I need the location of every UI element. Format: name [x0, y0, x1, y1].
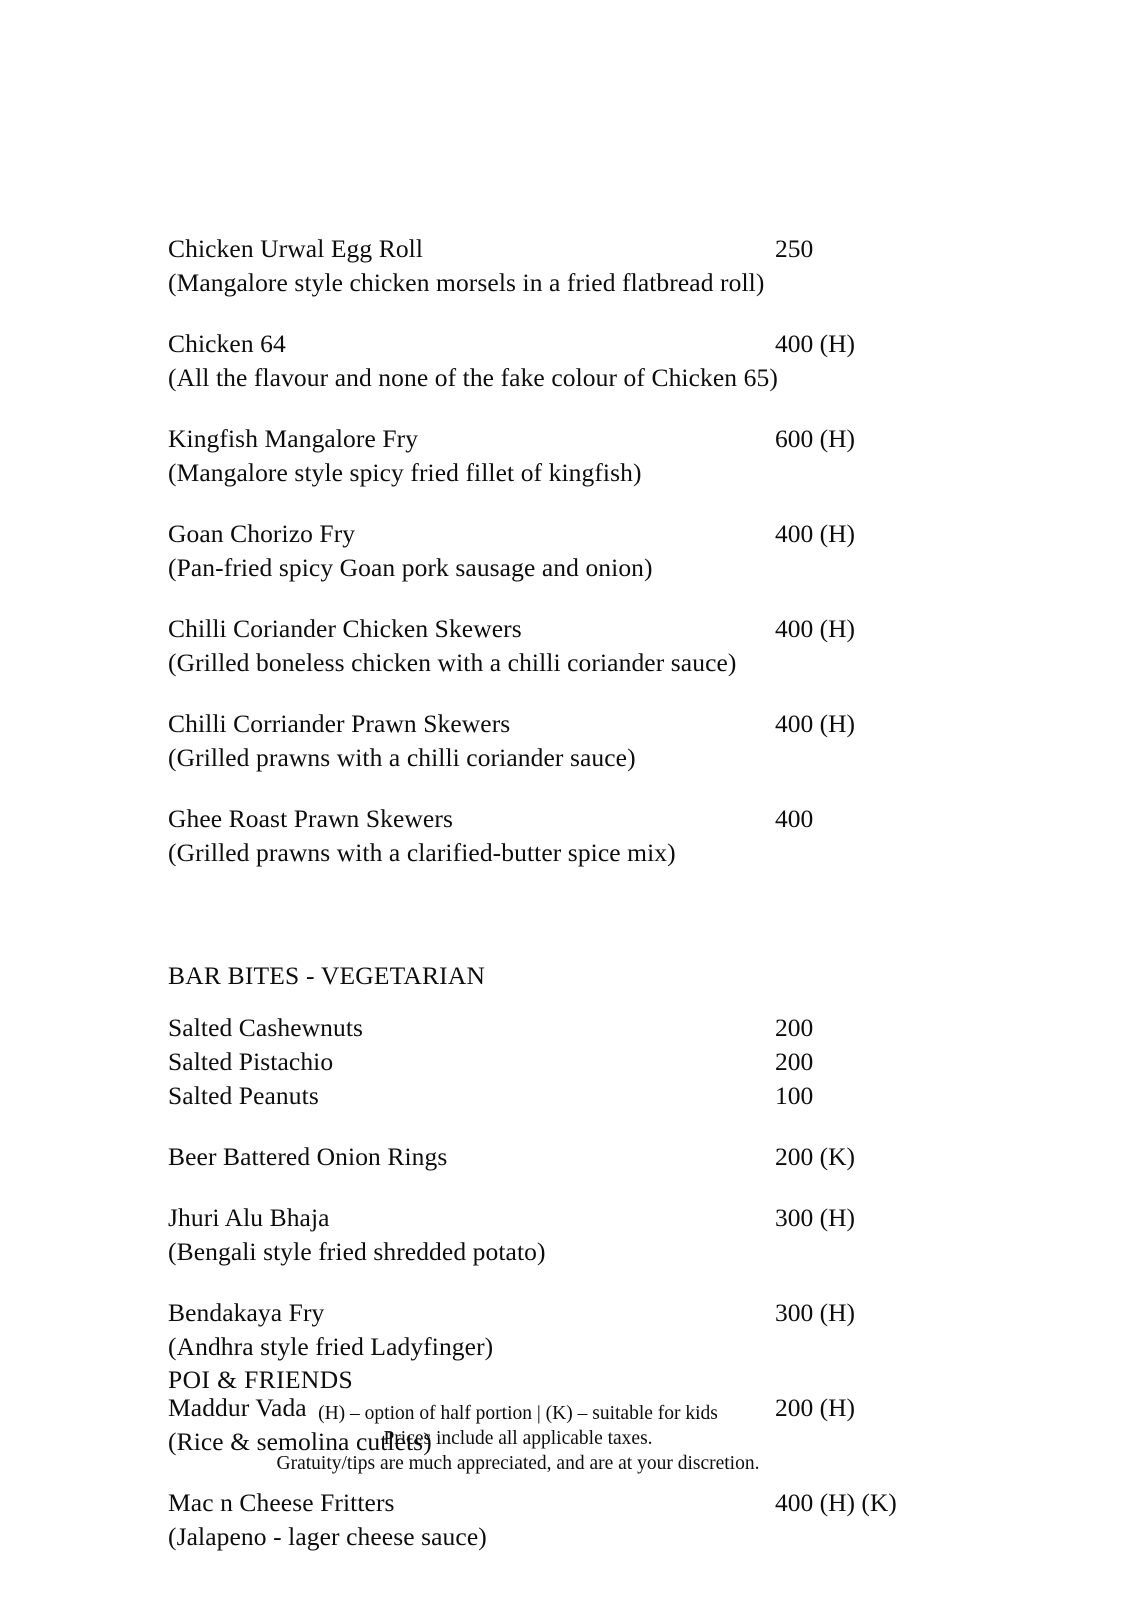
item-price: 200 (H)	[775, 1393, 856, 1422]
item-name: Maddur Vada	[168, 1393, 307, 1422]
legend-block	[168, 1401, 988, 1476]
item-description: (Grilled boneless chicken with a chilli coriander sauce)	[168, 648, 737, 677]
legend-line-gratuity: Gratuity/tips are much appreciated, and are at your discretion.	[276, 1453, 760, 1474]
item-price: 400 (H)	[775, 519, 856, 548]
item-name: Salted Pistachio	[168, 1047, 334, 1076]
legend-line-symbols: (H) – option of half portion | (K) – suitable for kids	[318, 1403, 718, 1424]
menu-section-top	[168, 232, 968, 870]
item-name: Kingfish Mangalore Fry	[168, 424, 419, 453]
item-description: (Pan-fried spicy Goan pork sausage and onion)	[168, 553, 653, 582]
menu-item	[168, 1045, 968, 1079]
item-description: (Bengali style fried shredded potato)	[168, 1237, 546, 1266]
item-price: 200 (K)	[775, 1142, 856, 1171]
item-description: (Mangalore style chicken morsels in a fried flatbread roll)	[168, 268, 765, 297]
menu-item	[168, 232, 968, 300]
item-name: Bendakaya Fry	[168, 1298, 325, 1327]
menu-item	[168, 1296, 968, 1364]
menu-item	[168, 612, 968, 680]
item-name: Jhuri Alu Bhaja	[168, 1203, 330, 1232]
menu-item	[168, 1140, 968, 1174]
item-price: 250	[775, 234, 814, 263]
item-price: 400	[775, 804, 814, 833]
item-description: (Grilled prawns with a clarified-butter spice mix)	[168, 838, 676, 867]
menu-item	[168, 422, 968, 490]
item-price: 300 (H)	[775, 1298, 856, 1327]
menu-item	[168, 1486, 968, 1554]
section-spacer	[168, 993, 968, 1011]
item-description: (Rice & semolina cutlets)	[168, 1427, 432, 1456]
item-price: 600 (H)	[775, 424, 856, 453]
restaurant-name: POI & FRIENDS	[168, 1365, 354, 1394]
item-description: (Mangalore style spicy fried fillet of kingfish)	[168, 458, 642, 487]
section-heading-bar-bites-vegetarian: BAR BITES - VEGETARIAN	[168, 961, 486, 990]
item-name: Chicken 64	[168, 329, 286, 358]
item-price: 400 (H)	[775, 709, 856, 738]
page-footer	[168, 1363, 988, 1476]
item-name: Salted Peanuts	[168, 1081, 319, 1110]
menu-item	[168, 517, 968, 585]
item-name: Goan Chorizo Fry	[168, 519, 356, 548]
menu-item	[168, 1079, 968, 1113]
menu-item	[168, 1201, 968, 1269]
menu-item	[168, 707, 968, 775]
menu-item	[168, 327, 968, 395]
menu-item	[168, 802, 968, 870]
item-name: Beer Battered Onion Rings	[168, 1142, 448, 1171]
item-name: Salted Cashewnuts	[168, 1013, 364, 1042]
item-name: Ghee Roast Prawn Skewers	[168, 804, 453, 833]
item-price: 400 (H)	[775, 329, 856, 358]
item-price: 400 (H)	[775, 614, 856, 643]
item-description: (Jalapeno - lager cheese sauce)	[168, 1522, 487, 1551]
item-description: (Grilled prawns with a chilli coriander sauce)	[168, 743, 636, 772]
section-spacer	[168, 897, 968, 959]
item-name: Chilli Coriander Chicken Skewers	[168, 614, 522, 643]
menu-item	[168, 1011, 968, 1045]
item-description: (All the flavour and none of the fake colour of Chicken 65)	[168, 363, 778, 392]
item-price: 200	[775, 1013, 814, 1042]
item-price: 200	[775, 1047, 814, 1076]
item-name: Mac n Cheese Fritters	[168, 1488, 395, 1517]
legend-line-taxes: Prices include all applicable taxes.	[383, 1428, 653, 1449]
item-name: Chilli Corriander Prawn Skewers	[168, 709, 511, 738]
item-price: 100	[775, 1081, 814, 1110]
item-name: Chicken Urwal Egg Roll	[168, 234, 424, 263]
item-price: 400 (H) (K)	[775, 1488, 897, 1517]
item-description: (Andhra style fried Ladyfinger)	[168, 1332, 494, 1361]
item-price: 300 (H)	[775, 1203, 856, 1232]
